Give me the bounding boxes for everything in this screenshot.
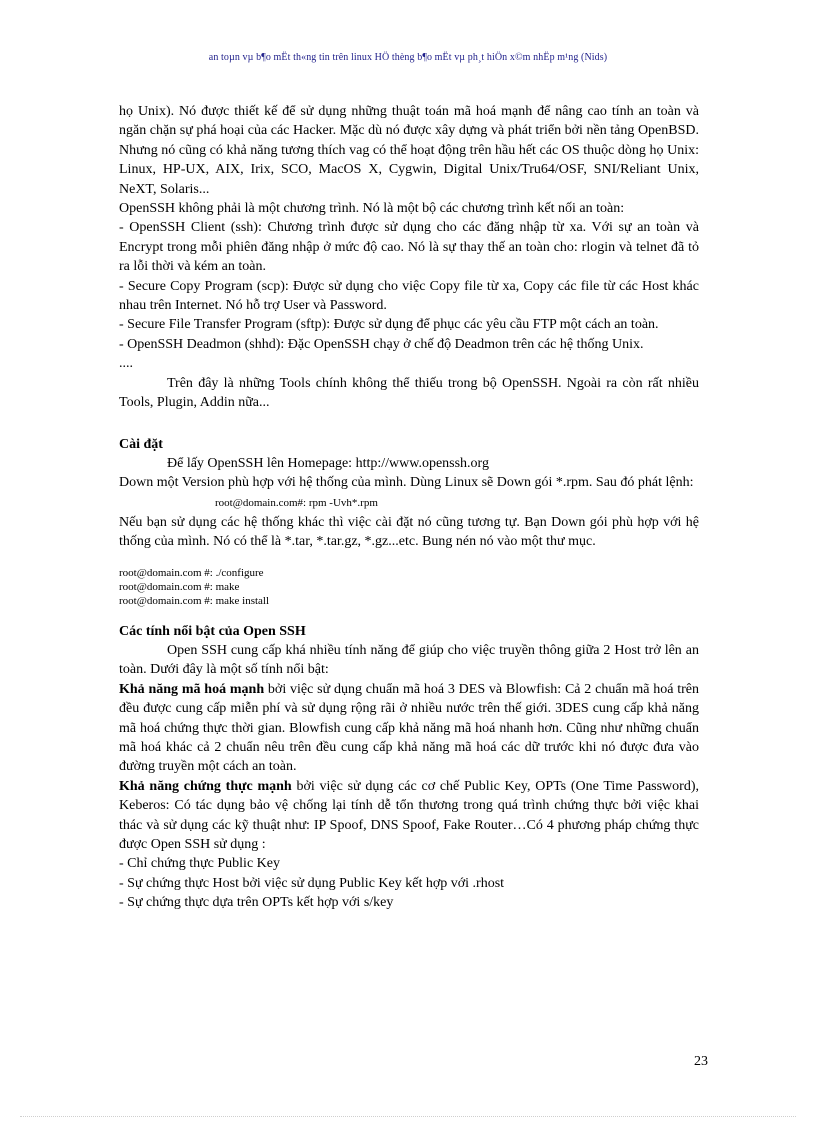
- paragraph: Nếu bạn sử dụng các hệ thống khác thì việc cài đặt nó cũng tương tự. Bạn Down gói phù hợp với hệ thống của mình. Nó có thể là *.tar, *.tar.gz, *.gz...etc. Bung nén nó vào một thư mục.: [119, 514, 699, 550]
- paragraph: họ Unix). Nó được thiết kế để sử dụng những thuật toán mã hoá mạnh để nâng cao tính an toàn và ngăn chặn sự phá hoại của các Hacker. Mặc dù nó được xây dựng và phát triển bởi nền tảng OpenBSD. Nhưng nó cũng có khả năng tương thích vag có thể hoạt động trên hầu hết các OS thuộc dòng họ Unix: Linux, HP-UX, AIX, Irix, SCO, MacOS X, Cygwin, Digital Unix/Tru64/OSF, SNI/Reliant Unix, NeXT, Solaris...: [119, 104, 699, 197]
- ellipsis-line: ....: [119, 356, 133, 372]
- paragraph-text: bởi việc sử dụng các cơ chế Public Key, OPTs (One Time Password), Keberos: Có tác dụng bảo vệ chống lại tính dễ tổn thương trong quá trình chứng thực bởi việc khai thác và sử dụng các kỹ thuật như: IP Spoof, DNS Spoof, Fake Router…Có 4 phương pháp chứng thực được Open SSH sử dụng :: [119, 778, 699, 852]
- command-block: [119, 566, 699, 608]
- command-line: root@domain.com #: make install: [119, 594, 270, 607]
- paragraph: Trên đây là những Tools chính không thể thiếu trong bộ OpenSSH. Ngoài ra còn rất nhiều Tools, Plugin, Addin nữa...: [119, 375, 699, 411]
- section-heading-features: Các tính nổi bật của Open SSH: [119, 623, 306, 639]
- command-line: root@domain.com #: make: [119, 580, 240, 593]
- command-line: root@domain.com#: rpm -Uvh*.rpm: [215, 496, 378, 509]
- list-item: - Sự chứng thực dựa trên OPTs kết hợp với s/key: [119, 895, 394, 911]
- paragraph: Down một Version phù hợp với hệ thống của mình. Dùng Linux sẽ Down gói *.rpm. Sau đó phát lệnh:: [119, 475, 694, 491]
- paragraph: Open SSH cung cấp khá nhiều tính năng để giúp cho việc truyền thông giữa 2 Host trở lên an toàn. Dưới đây là một số tính nổi bật:: [119, 642, 699, 678]
- list-item: - OpenSSH Deadmon (shhd): Đặc OpenSSH chạy ở chế độ Deadmon trên các hệ thống Unix.: [119, 336, 644, 352]
- paragraph: Để lấy OpenSSH lên Homepage: http://www.openssh.org: [167, 455, 489, 471]
- list-item: - Chỉ chứng thực Public Key: [119, 856, 280, 872]
- section-heading-install: Cài đặt: [119, 436, 163, 452]
- bold-term: Khả năng chứng thực mạnh: [119, 778, 292, 794]
- page-header: an toµn vµ b¶o mËt th«ng tin trên linux HÖ thèng b¶o mËt vµ ph¸t hiÖn x©m nhËp m¹ng (Nids): [208, 52, 608, 63]
- paragraph-text: bởi việc sử dụng chuẩn mã hoá 3 DES và Blowfish: Cả 2 chuẩn mã hoá trên đều được cung cấp miễn phí và sử dụng rộng rãi ở nhiều nước trên thế giới. 3DES cung cấp khả năng mã hoá chứng thực thời gian. Blowfish cung cấp khả năng mã hoá nhanh hơn. Cũng như những chuẩn mã hoá khác cả 2 chuẩn nêu trên đều cung cấp khả năng mã hoá các dữ trước khi nó được đưa vào đường truyền một cách an toàn.: [119, 681, 700, 775]
- page-bottom-divider: [20, 1116, 796, 1117]
- list-item: - Secure Copy Program (scp): Được sử dụng cho việc Copy file từ xa, Copy các file từ các Host khác nhau trên Internet. Nó hỗ trợ User và Password.: [119, 278, 699, 314]
- list-item: - OpenSSH Client (ssh): Chương trình được sử dụng cho các đăng nhập từ xa. Với sự an toàn và Encrypt trong mỗi phiên đăng nhập ở mức độ cao. Nó là sự thay thế an toàn cho: rlogin và telnet đã tỏ ra lỗi thời và kém an toàn.: [119, 220, 699, 275]
- page-number: 23: [694, 1054, 708, 1069]
- command-line: root@domain.com #: ./configure: [119, 566, 264, 579]
- paragraph: OpenSSH không phải là một chương trình. Nó là một bộ các chương trình kết nối an toàn:: [119, 201, 625, 217]
- paragraph: [119, 777, 699, 855]
- list-item: - Sự chứng thực Host bởi việc sử dụng Public Key kết hợp với .rhost: [119, 875, 505, 891]
- bold-term: Khả năng mã hoá mạnh: [119, 681, 265, 697]
- paragraph: [119, 680, 699, 777]
- page-body: [119, 102, 699, 913]
- list-item: - Secure File Transfer Program (sftp): Được sử dụng để phục các yêu cầu FTP một cách an toàn.: [119, 317, 659, 333]
